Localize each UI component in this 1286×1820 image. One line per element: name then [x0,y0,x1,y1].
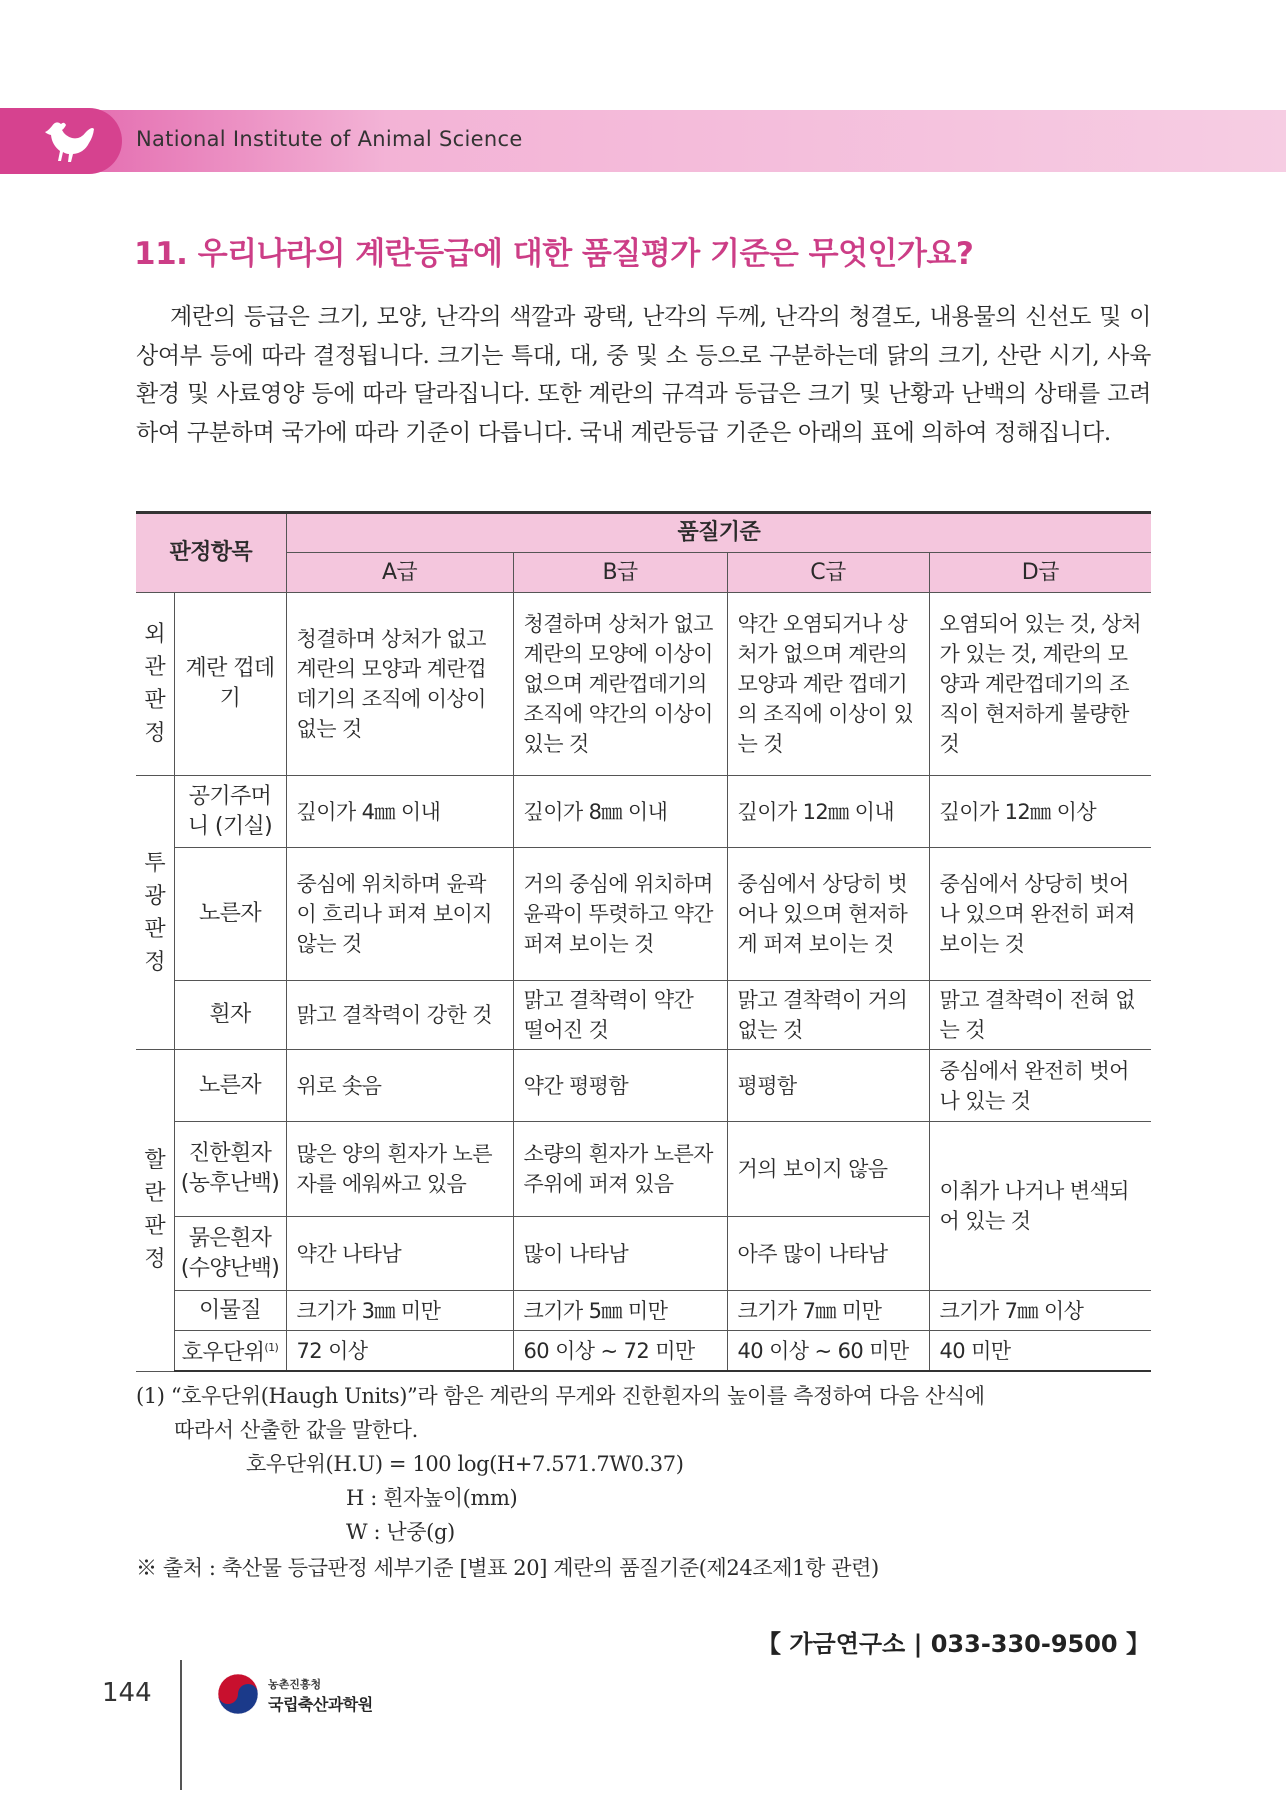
cell-thick-white-c: 거의 보이지 않음 [727,1122,929,1217]
cell-thin-white-c: 아주 많이 나타남 [727,1217,929,1291]
taegeuk-logo-icon [216,1672,260,1716]
contact-info: 【 가금연구소 | 033-330-9500 】 [756,1630,1150,1658]
cell-thin-white-a: 약간 나타남 [286,1217,513,1291]
table-row [136,1291,1151,1331]
table-row [136,1050,1151,1122]
haugh-formula: 호우단위(H.U) = 100 log(H+7.571.7W0.37) [246,1452,684,1476]
page-number: 144 [102,1678,152,1708]
table-row [136,593,1151,776]
item-thick-white: 진한흰자 (농후난백) [174,1122,286,1217]
category-candling: 투광판정 [136,776,174,1050]
item-air-cell: 공기주머니 (기실) [174,776,286,848]
formula-w-definition: W : 난중(g) [346,1520,455,1544]
cell-shell-b: 청결하며 상처가 없고 계란의 모양에 이상이 없으며 계란껍데기의 조직에 약간의 이상이 있는 것 [513,593,727,776]
cell-white-candling-a: 맑고 결착력이 강한 것 [286,981,513,1050]
table-row [136,1331,1151,1372]
cell-shell-c: 약간 오염되거나 상처가 없으며 계란의 모양과 계란 껍데기의 조직에 이상이 있는 것 [727,593,929,776]
cell-thick-white-d: 이취가 나거나 변색되어 있는 것 [929,1122,1151,1291]
item-haugh-sup: (1) [264,1341,279,1354]
category-breakout: 할란판정 [136,1050,174,1372]
cell-haugh-a: 72 이상 [286,1331,513,1372]
section-title: 11. 우리나라의 계란등급에 대한 품질평가 기준은 무엇인가요? [134,236,974,272]
cell-haugh-b: 60 이상 ∼ 72 미만 [513,1331,727,1372]
cell-haugh-c: 40 이상 ∼ 60 미만 [727,1331,929,1372]
cell-air-cell-b: 깊이가 8㎜ 이내 [513,776,727,848]
header-grade-b: B급 [513,553,727,593]
cell-foreign-matter-c: 크기가 7㎜ 미만 [727,1291,929,1331]
cell-foreign-matter-a: 크기가 3㎜ 미만 [286,1291,513,1331]
table-row [136,848,1151,981]
item-foreign-matter: 이물질 [174,1291,286,1331]
item-haugh [174,1331,286,1372]
cell-yolk-candling-a: 중심에 위치하며 윤곽이 흐리나 퍼져 보이지 않는 것 [286,848,513,981]
cell-yolk-breakout-b: 약간 평평함 [513,1050,727,1122]
cell-yolk-breakout-c: 평평함 [727,1050,929,1122]
cell-yolk-breakout-a: 위로 솟음 [286,1050,513,1122]
cell-yolk-breakout-d: 중심에서 완전히 벗어나 있는 것 [929,1050,1151,1122]
item-yolk-candling: 노른자 [174,848,286,981]
cell-foreign-matter-b: 크기가 5㎜ 미만 [513,1291,727,1331]
hen-icon [38,112,98,172]
cell-yolk-candling-d: 중심에서 상당히 벗어나 있으며 완전히 퍼져 보이는 것 [929,848,1151,981]
table-row [136,1122,1151,1217]
table-row [136,981,1151,1050]
cell-haugh-d: 40 미만 [929,1331,1151,1372]
category-exterior: 외관판정 [136,593,174,776]
header-quality-standard: 품질기준 [286,513,1151,553]
logo-text-rda: 농촌진흥청 [268,1678,322,1691]
cell-shell-a: 청결하며 상처가 없고 계란의 모양과 계란껍데기의 조직에 이상이 없는 것 [286,593,513,776]
header-grade-d: D급 [929,553,1151,593]
cell-thick-white-a: 많은 양의 흰자가 노른자를 에워싸고 있음 [286,1122,513,1217]
header-grade-a: A급 [286,553,513,593]
cell-white-candling-d: 맑고 결착력이 전혀 없는 것 [929,981,1151,1050]
footer-divider [180,1660,182,1790]
header-grade-c: C급 [727,553,929,593]
header-judgment-item: 판정항목 [136,513,286,593]
egg-grade-table [136,511,1151,1372]
source-note: ※ 출처 : 축산물 등급판정 세부기준 [별표 20] 계란의 품질기준(제24조제1항 관련) [136,1556,879,1580]
footnote-line1: (1) “호우단위(Haugh Units)”라 함은 계란의 무게와 진한흰자의 높이를 측정하여 다음 산식에 [136,1384,985,1408]
cell-thin-white-b: 많이 나타남 [513,1217,727,1291]
cell-thick-white-b: 소량의 흰자가 노른자 주위에 퍼져 있음 [513,1122,727,1217]
footnote-line2: 따라서 산출한 값을 말한다. [174,1418,418,1442]
cell-yolk-candling-b: 거의 중심에 위치하며 윤곽이 뚜렷하고 약간 퍼져 보이는 것 [513,848,727,981]
cell-yolk-candling-c: 중심에서 상당히 벗어나 있으며 현저하게 퍼져 보이는 것 [727,848,929,981]
formula-h-definition: H : 흰자높이(mm) [346,1486,518,1510]
logo-text-nias: 국립축산과학원 [268,1695,373,1714]
cell-white-candling-c: 맑고 결착력이 거의 없는 것 [727,981,929,1050]
cell-air-cell-c: 깊이가 12㎜ 이내 [727,776,929,848]
institute-name: National Institute of Animal Science [136,127,523,151]
intro-paragraph: 계란의 등급은 크기, 모양, 난각의 색깔과 광택, 난각의 두께, 난각의 청결도, 내용물의 신선도 및 이상여부 등에 따라 결정됩니다. 크기는 특대, 대, 중 및 소 등으로 구분하는데 닭의 크기, 산란 시기, 사육환경 및 사료영양 등에 따라 달라집니다. 또한 계란의 규격과 등급은 크기 및 난황과 난백의 상태를 고려하여 구분하며 국가에 따라 기준이 다릅니다. 국내 계란등급 기준은 아래의 표에 의하여 정해집니다. [136,304,1151,446]
item-yolk-breakout: 노른자 [174,1050,286,1122]
cell-air-cell-a: 깊이가 4㎜ 이내 [286,776,513,848]
cell-air-cell-d: 깊이가 12㎜ 이상 [929,776,1151,848]
cell-foreign-matter-d: 크기가 7㎜ 이상 [929,1291,1151,1331]
table-row [136,776,1151,848]
cell-shell-d: 오염되어 있는 것, 상처가 있는 것, 계란의 모양과 계란껍데기의 조직이 현저하게 불량한 것 [929,593,1151,776]
item-thin-white: 묽은흰자 (수양난백) [174,1217,286,1291]
item-shell: 계란 껍데기 [174,593,286,776]
cell-white-candling-b: 맑고 결착력이 약간 떨어진 것 [513,981,727,1050]
item-white-candling: 흰자 [174,981,286,1050]
item-haugh-label: 호우단위 [181,1340,265,1366]
